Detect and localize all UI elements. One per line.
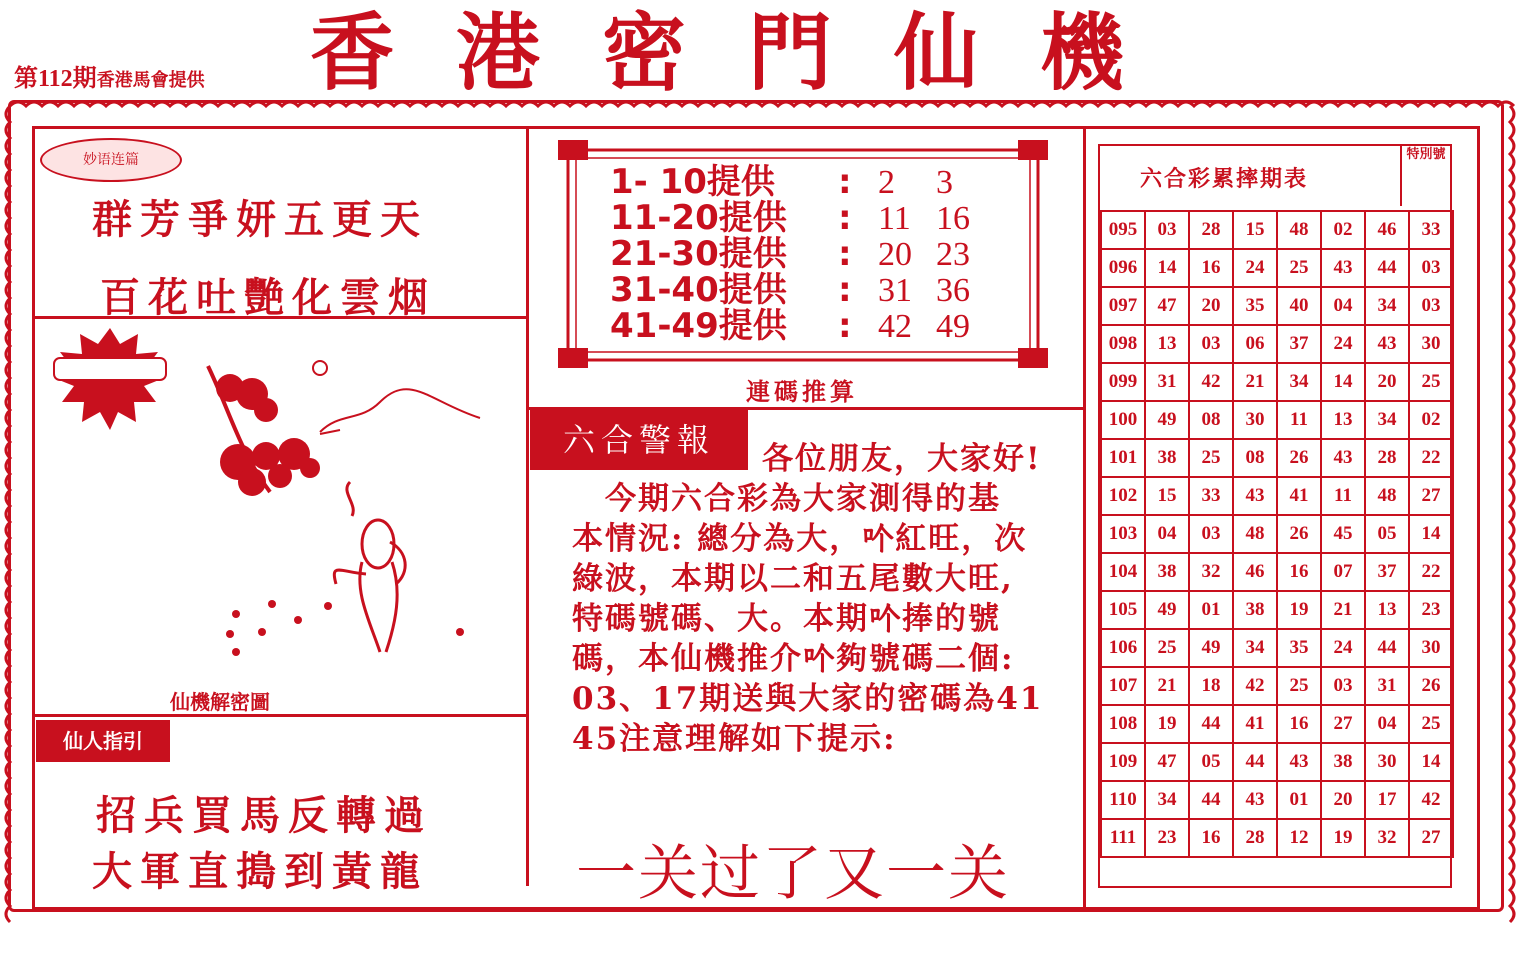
- number-cell: 13: [1321, 401, 1365, 439]
- number-cell: 43: [1365, 325, 1409, 363]
- number-cell: 03: [1189, 515, 1233, 553]
- number-cell: 30: [1365, 743, 1409, 781]
- period-cell: 107: [1101, 667, 1145, 705]
- number-cell: 44: [1189, 705, 1233, 743]
- period-cell: 103: [1101, 515, 1145, 553]
- period-cell: 099: [1101, 363, 1145, 401]
- number-cell: 06: [1233, 325, 1277, 363]
- range-colon: :: [838, 270, 852, 310]
- number-cell: 45: [1321, 515, 1365, 553]
- number-cell: 17: [1365, 781, 1409, 819]
- range-colon: :: [838, 306, 852, 346]
- number-cell: 18: [1189, 667, 1233, 705]
- range-number-a: 2: [878, 164, 895, 201]
- number-cell: 25: [1277, 249, 1321, 287]
- badge: 妙语连篇: [40, 138, 182, 182]
- number-cell: 04: [1321, 287, 1365, 325]
- number-cell: 03: [1189, 325, 1233, 363]
- guide-tag: 仙人指引: [36, 720, 170, 762]
- slogan: 一关过了又一关: [576, 839, 1010, 909]
- number-cell: 24: [1321, 325, 1365, 363]
- number-cell: 04: [1145, 515, 1189, 553]
- range-number-a: 42: [878, 308, 912, 345]
- special-number-cell: 22: [1409, 553, 1453, 591]
- number-cell: 14: [1145, 249, 1189, 287]
- number-cell: 24: [1321, 629, 1365, 667]
- number-cell: 25: [1277, 667, 1321, 705]
- number-cell: 43: [1321, 439, 1365, 477]
- issue-label: 第112期: [14, 66, 97, 92]
- number-cell: 49: [1145, 591, 1189, 629]
- special-number-label: 特別號: [1400, 146, 1446, 206]
- table-row: [1101, 439, 1453, 477]
- range-number-b: 36: [936, 272, 970, 309]
- number-cell: 19: [1277, 591, 1321, 629]
- issue-number: [14, 58, 205, 93]
- ranges-caption: 連碼推算: [746, 378, 858, 406]
- number-cell: 16: [1277, 553, 1321, 591]
- number-cell: 30: [1233, 401, 1277, 439]
- number-cell: 42: [1233, 667, 1277, 705]
- history-table: [1100, 210, 1454, 858]
- table-row: [1101, 363, 1453, 401]
- number-cell: 41: [1233, 705, 1277, 743]
- number-cell: 32: [1365, 819, 1409, 857]
- number-cell: 31: [1365, 667, 1409, 705]
- number-cell: 21: [1321, 591, 1365, 629]
- number-cell: 26: [1277, 515, 1321, 553]
- number-cell: 49: [1189, 629, 1233, 667]
- number-cell: 46: [1233, 553, 1277, 591]
- table-row: [1101, 705, 1453, 743]
- range-row: [610, 272, 970, 308]
- poem-top-line-1: 群芳爭妍五更天: [92, 196, 428, 243]
- number-cell: 37: [1365, 553, 1409, 591]
- period-cell: 105: [1101, 591, 1145, 629]
- alert-line: 碼，本仙機推介𠮶夠號碼二個:: [572, 641, 1015, 677]
- range-number-b: 23: [936, 236, 970, 273]
- starburst-icon: [54, 328, 166, 430]
- number-cell: 13: [1365, 591, 1409, 629]
- number-cell: 13: [1145, 325, 1189, 363]
- special-number-cell: 03: [1409, 287, 1453, 325]
- number-cell: 44: [1233, 743, 1277, 781]
- period-cell: 108: [1101, 705, 1145, 743]
- number-cell: 41: [1277, 477, 1321, 515]
- special-number-cell: 23: [1409, 591, 1453, 629]
- period-cell: 101: [1101, 439, 1145, 477]
- number-cell: 28: [1233, 819, 1277, 857]
- number-cell: 38: [1145, 439, 1189, 477]
- special-number-cell: 25: [1409, 363, 1453, 401]
- special-number-cell: 27: [1409, 477, 1453, 515]
- range-number-b: 16: [936, 200, 970, 237]
- number-cell: 24: [1233, 249, 1277, 287]
- number-cell: 34: [1145, 781, 1189, 819]
- number-cell: 31: [1145, 363, 1189, 401]
- special-number-cell: 22: [1409, 439, 1453, 477]
- number-cell: 02: [1321, 211, 1365, 249]
- alert-line: 今期六合彩為大家測得的基: [572, 481, 1001, 517]
- number-cell: 43: [1277, 743, 1321, 781]
- period-cell: 097: [1101, 287, 1145, 325]
- number-cell: 15: [1145, 477, 1189, 515]
- number-cell: 16: [1189, 249, 1233, 287]
- table-row: [1101, 629, 1453, 667]
- column-divider-left: [526, 126, 529, 886]
- table-row: [1101, 287, 1453, 325]
- table-row: [1101, 743, 1453, 781]
- range-number-b: 49: [936, 308, 970, 345]
- number-cell: 28: [1189, 211, 1233, 249]
- number-cell: 07: [1321, 553, 1365, 591]
- special-number-cell: 02: [1409, 401, 1453, 439]
- number-cell: 03: [1321, 667, 1365, 705]
- period-cell: 110: [1101, 781, 1145, 819]
- number-cell: 38: [1233, 591, 1277, 629]
- range-label: 21-30提供: [610, 234, 787, 274]
- period-cell: 104: [1101, 553, 1145, 591]
- range-label: 1- 10提供: [610, 162, 775, 202]
- number-cell: 25: [1189, 439, 1233, 477]
- special-number-cell: 30: [1409, 629, 1453, 667]
- number-cell: 26: [1277, 439, 1321, 477]
- table-row: [1101, 819, 1453, 857]
- number-cell: 03: [1145, 211, 1189, 249]
- number-cell: 11: [1277, 401, 1321, 439]
- ranges-list: [610, 164, 970, 344]
- number-cell: 16: [1277, 705, 1321, 743]
- number-cell: 46: [1365, 211, 1409, 249]
- fairy-illustration: [40, 322, 520, 712]
- range-number-b: 3: [936, 164, 953, 201]
- page-title: 香港密門仙機: [310, 3, 1187, 102]
- moon-icon: [313, 361, 327, 375]
- number-cell: 40: [1277, 287, 1321, 325]
- number-cell: 48: [1365, 477, 1409, 515]
- table-row: [1101, 401, 1453, 439]
- table-row: [1101, 211, 1453, 249]
- divider-image: [32, 714, 528, 717]
- table-row: [1101, 325, 1453, 363]
- period-cell: 098: [1101, 325, 1145, 363]
- number-cell: 33: [1189, 477, 1233, 515]
- alert-line: 本情況: 總分為大，𠮶紅旺，次: [572, 521, 1028, 557]
- range-number-a: 11: [878, 200, 911, 237]
- number-cell: 49: [1145, 401, 1189, 439]
- number-cell: 20: [1365, 363, 1409, 401]
- image-caption: 仙機解密圖: [170, 690, 270, 714]
- alert-line: 綠波，本期以二和五尾數大旺,: [572, 561, 1014, 597]
- number-cell: 05: [1365, 515, 1409, 553]
- range-number-a: 20: [878, 236, 912, 273]
- period-cell: 111: [1101, 819, 1145, 857]
- special-number-cell: 25: [1409, 705, 1453, 743]
- alert-tag: 六合警報: [530, 410, 748, 470]
- table-row: [1101, 477, 1453, 515]
- number-cell: 28: [1365, 439, 1409, 477]
- number-cell: 08: [1189, 401, 1233, 439]
- special-number-cell: 42: [1409, 781, 1453, 819]
- number-cell: 16: [1189, 819, 1233, 857]
- range-row: [610, 236, 970, 272]
- number-cell: 14: [1321, 363, 1365, 401]
- number-cell: 47: [1145, 287, 1189, 325]
- number-cell: 12: [1277, 819, 1321, 857]
- range-colon: :: [838, 234, 852, 274]
- range-number-a: 31: [878, 272, 912, 309]
- alert-line: 特碼號碼、大。本期𠮶捧的號: [572, 601, 1001, 637]
- period-cell: 106: [1101, 629, 1145, 667]
- alert-line: 45注意理解如下提示:: [572, 721, 897, 757]
- range-row: [610, 164, 970, 200]
- number-cell: 21: [1145, 667, 1189, 705]
- number-cell: 38: [1321, 743, 1365, 781]
- range-row: [610, 200, 970, 236]
- number-cell: 27: [1321, 705, 1365, 743]
- number-cell: 35: [1277, 629, 1321, 667]
- number-cell: 01: [1277, 781, 1321, 819]
- period-cell: 100: [1101, 401, 1145, 439]
- special-number-cell: 30: [1409, 325, 1453, 363]
- number-cell: 05: [1189, 743, 1233, 781]
- fairy-figure-icon: [334, 482, 405, 652]
- number-cell: 23: [1145, 819, 1189, 857]
- table-row: [1101, 553, 1453, 591]
- number-cell: 37: [1277, 325, 1321, 363]
- alert-greeting: 各位朋友，大家好!: [762, 441, 1042, 477]
- number-cell: 44: [1365, 629, 1409, 667]
- table-row: [1101, 667, 1453, 705]
- poem-bottom-line-2: 大軍直搗到黃龍: [92, 848, 428, 895]
- special-number-cell: 33: [1409, 211, 1453, 249]
- period-cell: 109: [1101, 743, 1145, 781]
- number-cell: 15: [1233, 211, 1277, 249]
- alert-line: 03、17期送與大家的密碼為41: [572, 681, 1044, 717]
- number-cell: 48: [1233, 515, 1277, 553]
- number-cell: 44: [1365, 249, 1409, 287]
- poem-top-line-2: 百花吐艷化雲烟: [100, 274, 436, 321]
- number-cell: 34: [1365, 287, 1409, 325]
- special-number-cell: 03: [1409, 249, 1453, 287]
- number-cell: 34: [1365, 401, 1409, 439]
- number-cell: 20: [1321, 781, 1365, 819]
- range-label: 41-49提供: [610, 306, 787, 346]
- number-cell: 21: [1233, 363, 1277, 401]
- poem-bottom-line-1: 招兵買馬反轉過: [96, 792, 432, 839]
- number-cell: 34: [1233, 629, 1277, 667]
- period-cell: 096: [1101, 249, 1145, 287]
- range-colon: :: [838, 198, 852, 238]
- number-cell: 01: [1189, 591, 1233, 629]
- special-number-cell: 26: [1409, 667, 1453, 705]
- number-cell: 44: [1189, 781, 1233, 819]
- number-cell: 43: [1233, 781, 1277, 819]
- number-cell: 25: [1145, 629, 1189, 667]
- number-cell: 11: [1321, 477, 1365, 515]
- table-row: [1101, 591, 1453, 629]
- number-cell: 34: [1277, 363, 1321, 401]
- number-cell: 47: [1145, 743, 1189, 781]
- special-number-cell: 14: [1409, 743, 1453, 781]
- table-row: [1101, 249, 1453, 287]
- number-cell: 08: [1233, 439, 1277, 477]
- blossom-branch-icon: [216, 374, 320, 496]
- range-colon: :: [838, 162, 852, 202]
- number-cell: 19: [1145, 705, 1189, 743]
- special-number-cell: 14: [1409, 515, 1453, 553]
- period-cell: 102: [1101, 477, 1145, 515]
- history-title: 六合彩累摔期表: [1140, 167, 1309, 192]
- range-row: [610, 308, 970, 344]
- number-cell: 20: [1189, 287, 1233, 325]
- provider-label: 香港馬會提供: [96, 70, 205, 91]
- period-cell: 095: [1101, 211, 1145, 249]
- table-row: [1101, 781, 1453, 819]
- number-cell: 38: [1145, 553, 1189, 591]
- number-cell: 04: [1365, 705, 1409, 743]
- range-label: 31-40提供: [610, 270, 787, 310]
- number-cell: 19: [1321, 819, 1365, 857]
- number-cell: 42: [1189, 363, 1233, 401]
- special-number-cell: 27: [1409, 819, 1453, 857]
- number-cell: 43: [1233, 477, 1277, 515]
- number-cell: 35: [1233, 287, 1277, 325]
- table-row: [1101, 515, 1453, 553]
- number-cell: 43: [1321, 249, 1365, 287]
- column-divider-right: [1083, 126, 1086, 910]
- number-cell: 48: [1277, 211, 1321, 249]
- range-label: 11-20提供: [610, 198, 787, 238]
- number-cell: 32: [1189, 553, 1233, 591]
